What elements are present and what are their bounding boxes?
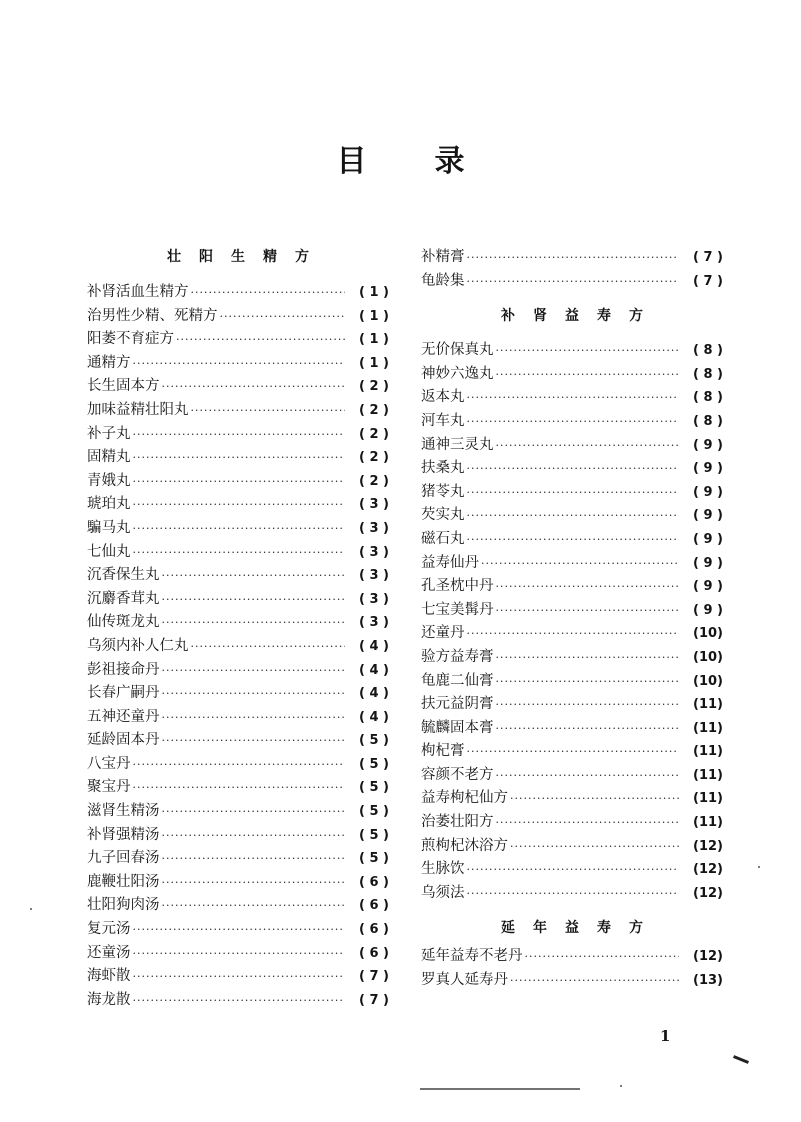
toc-entry[interactable] (87, 635, 389, 659)
toc-entry-page: ( 9 ) (693, 461, 723, 477)
toc-entry[interactable] (421, 835, 723, 859)
toc-entry-page: (11) (693, 791, 723, 807)
toc-entry[interactable] (421, 599, 723, 623)
dot-leader (496, 693, 680, 717)
toc-entry[interactable] (421, 646, 723, 670)
toc-entry[interactable] (87, 918, 389, 942)
toc-left-column (87, 246, 389, 1012)
toc-entry[interactable] (421, 764, 723, 788)
toc-entry-title: 彭祖接命丹 (87, 661, 160, 678)
toc-entry[interactable] (87, 776, 389, 800)
toc-entry-title: 罗真人延寿丹 (421, 972, 508, 989)
toc-entry-page: ( 2 ) (359, 426, 389, 442)
toc-entry[interactable] (421, 693, 723, 717)
dot-leader (176, 328, 345, 352)
dot-leader (220, 305, 346, 329)
toc-entry-page: ( 9 ) (693, 508, 723, 524)
toc-entry-title: 验方益寿膏 (421, 648, 494, 665)
toc-entry-page: ( 9 ) (693, 555, 723, 571)
dot-leader (510, 787, 679, 811)
toc-entry-title: 益寿枸杞仙方 (421, 790, 508, 807)
toc-entry-title: 延年益寿不老丹 (421, 948, 523, 965)
toc-entry-title: 长春广嗣丹 (87, 685, 160, 702)
toc-entry-title: 通精方 (87, 354, 131, 371)
toc-entry[interactable] (87, 375, 389, 399)
toc-entry-title: 仙传斑龙丸 (87, 614, 160, 631)
dot-leader (467, 622, 680, 646)
dot-leader (467, 882, 680, 906)
dot-leader (467, 528, 680, 552)
toc-entry[interactable] (421, 386, 723, 410)
toc-entry-page: ( 8 ) (693, 366, 723, 382)
toc-entry[interactable] (421, 787, 723, 811)
toc-entry[interactable] (87, 493, 389, 517)
toc-entry-title: 磁石丸 (421, 530, 465, 547)
toc-entry-title: 乌须内补人仁丸 (87, 637, 189, 654)
toc-entry-page: ( 3 ) (359, 497, 389, 513)
toc-entry-page: ( 4 ) (359, 709, 389, 725)
toc-entry[interactable] (421, 410, 723, 434)
toc-entry[interactable] (87, 800, 389, 824)
dot-leader (496, 646, 680, 670)
title-char-2: 录 (434, 144, 465, 179)
toc-entry-title: 五神还童丹 (87, 708, 160, 725)
toc-entry-page: ( 1 ) (359, 285, 389, 300)
toc-entry-page: (10) (693, 626, 723, 642)
toc-entry-page: (12) (693, 949, 723, 965)
title-char-1: 目 (336, 144, 367, 179)
toc-entry-page: (12) (693, 862, 723, 878)
toc-entry-title: 复元汤 (87, 921, 131, 938)
toc-entry-title: 沉麝香茸丸 (87, 590, 160, 607)
toc-entry[interactable] (421, 882, 723, 906)
toc-entry[interactable] (87, 541, 389, 565)
toc-entry-page: ( 9 ) (693, 484, 723, 500)
dot-leader (162, 375, 346, 399)
toc-entry[interactable] (87, 753, 389, 777)
toc-entry-page: ( 8 ) (693, 413, 723, 429)
toc-entry[interactable] (87, 871, 389, 895)
toc-entry-page: (12) (693, 885, 723, 901)
toc-entry-page: ( 4 ) (359, 662, 389, 678)
toc-entry-page: ( 3 ) (359, 615, 389, 631)
dot-leader (133, 918, 346, 942)
toc-entry-title: 补精膏 (421, 249, 465, 265)
toc-entry-title: 枸杞膏 (421, 743, 465, 760)
toc-entry[interactable] (421, 528, 723, 552)
dot-leader (133, 423, 346, 447)
dot-leader (133, 352, 346, 376)
dot-leader (162, 847, 346, 871)
toc-entry-title: 滋肾生精汤 (87, 803, 160, 820)
toc-entry-page: (11) (693, 815, 723, 831)
toc-entry[interactable] (87, 470, 389, 494)
toc-entry-page: ( 6 ) (359, 945, 389, 961)
toc-entry-page: ( 6 ) (359, 922, 389, 938)
toc-entry-title: 孔圣枕中丹 (421, 578, 494, 595)
toc-entry-page: ( 9 ) (693, 602, 723, 618)
section-heading-zhuangyang: 壮阳生精方 (167, 249, 327, 265)
toc-entry-title: 补子丸 (87, 425, 131, 442)
toc-entry[interactable] (87, 824, 389, 848)
dot-leader (496, 434, 680, 458)
dot-leader (162, 588, 346, 612)
toc-entry-title: 龟鹿二仙膏 (421, 672, 494, 689)
toc-entry-page: ( 7 ) (693, 273, 723, 289)
toc-entry[interactable] (421, 670, 723, 694)
toc-entry[interactable] (87, 352, 389, 376)
toc-entry-title: 无价保真丸 (421, 342, 494, 359)
toc-entry[interactable] (87, 328, 389, 352)
toc-entry-title: 青娥丸 (87, 472, 131, 489)
dot-leader (162, 824, 346, 848)
toc-entry[interactable] (87, 989, 389, 1013)
dot-leader (133, 446, 346, 470)
toc-entry-title: 海龙散 (87, 991, 131, 1008)
dot-leader (162, 800, 346, 824)
dot-leader (191, 399, 346, 423)
toc-entry-page: ( 5 ) (359, 827, 389, 843)
toc-entry-title: 通神三灵丸 (421, 436, 494, 453)
dot-leader (162, 894, 346, 918)
toc-entry[interactable] (421, 969, 723, 993)
dot-leader (133, 965, 346, 989)
toc-entry[interactable] (87, 446, 389, 470)
toc-entry[interactable] (87, 281, 389, 305)
dot-leader (467, 481, 680, 505)
toc-entry[interactable] (87, 305, 389, 329)
toc-entry-page: ( 9 ) (693, 579, 723, 595)
toc-entry-title: 补肾强精汤 (87, 826, 160, 843)
toc-entry[interactable] (421, 811, 723, 835)
toc-entry-title: 还童丹 (421, 625, 465, 642)
toc-entry-page: (10) (693, 649, 723, 665)
toc-entry-page: (13) (693, 973, 723, 989)
toc-entry-page: ( 1 ) (359, 308, 389, 324)
dot-leader (496, 811, 680, 835)
dot-leader (467, 386, 680, 410)
toc-entry-title: 芡实丸 (421, 507, 465, 524)
toc-entry-page: ( 3 ) (359, 591, 389, 607)
toc-entry-title: 延龄固本丹 (87, 732, 160, 749)
toc-entry-page: ( 1 ) (359, 355, 389, 371)
toc-entry-page: (10) (693, 673, 723, 689)
scan-artifact-mark (733, 1055, 749, 1064)
dot-leader (467, 858, 680, 882)
dot-leader (467, 270, 680, 294)
dot-leader (162, 871, 346, 895)
toc-entry-title: 长生固本方 (87, 378, 160, 395)
toc-entry[interactable] (421, 717, 723, 741)
toc-entry-title: 琥珀丸 (87, 496, 131, 513)
toc-entry-title: 容颜不老方 (421, 766, 494, 783)
toc-entry-title: 还童汤 (87, 944, 131, 961)
toc-entry-page: ( 5 ) (359, 804, 389, 820)
dot-leader (496, 670, 680, 694)
section-heading-bushen: 补肾益寿方 (501, 308, 661, 325)
toc-entry-page: ( 5 ) (359, 780, 389, 796)
toc-entry-page: ( 7 ) (359, 969, 389, 985)
toc-entry-title: 固精丸 (87, 449, 131, 466)
toc-entry[interactable] (421, 945, 723, 969)
toc-entry[interactable] (421, 575, 723, 599)
dot-leader (162, 564, 346, 588)
dot-leader (162, 682, 346, 706)
toc-entry[interactable] (421, 552, 723, 576)
toc-entry[interactable] (421, 481, 723, 505)
toc-entry-title: 七仙丸 (87, 543, 131, 560)
toc-entry-title: 八宝丹 (87, 755, 131, 772)
toc-entry-title: 治萎壮阳方 (421, 814, 494, 831)
toc-entry[interactable] (421, 246, 723, 270)
toc-entry-title: 益寿仙丹 (421, 554, 479, 571)
toc-entry-title: 海虾散 (87, 968, 131, 985)
dot-leader (467, 410, 680, 434)
toc-entry[interactable] (421, 740, 723, 764)
toc-entry-title: 补肾活血生精方 (87, 284, 189, 300)
dot-leader (496, 339, 680, 363)
page-title (0, 136, 801, 180)
toc-entry-page: ( 9 ) (693, 437, 723, 453)
toc-entry[interactable] (421, 270, 723, 294)
toc-entry[interactable] (87, 942, 389, 966)
toc-entry-page: ( 2 ) (359, 450, 389, 466)
toc-entry-page: ( 5 ) (359, 756, 389, 772)
dot-leader (481, 552, 679, 576)
dot-leader (191, 635, 346, 659)
toc-entry[interactable] (87, 659, 389, 683)
toc-entry-title: 扶桑丸 (421, 460, 465, 477)
toc-entry-title: 壮阳狗肉汤 (87, 897, 160, 914)
dot-leader (525, 945, 680, 969)
toc-entry-title: 騙马丸 (87, 519, 131, 536)
toc-entry-page: ( 3 ) (359, 544, 389, 560)
toc-entry[interactable] (87, 399, 389, 423)
toc-entry-title: 煎枸杞沐浴方 (421, 837, 508, 854)
dot-leader (496, 599, 680, 623)
dot-leader (162, 706, 346, 730)
toc-entry-page: ( 2 ) (359, 379, 389, 395)
toc-entry-page: ( 1 ) (359, 332, 389, 348)
toc-entry[interactable] (87, 517, 389, 541)
scan-speck (30, 908, 32, 910)
toc-entry[interactable] (87, 564, 389, 588)
toc-entry-title: 鹿鞭壮阳汤 (87, 873, 160, 890)
toc-entry-page: (12) (693, 838, 723, 854)
toc-entry-page: ( 5 ) (359, 851, 389, 867)
toc-entry[interactable] (87, 588, 389, 612)
toc-entry-title: 乌须法 (421, 884, 465, 901)
dot-leader (133, 942, 346, 966)
toc-list-yannian (421, 945, 723, 992)
toc-entry[interactable] (421, 339, 723, 363)
toc-entry-page: (11) (693, 720, 723, 736)
toc-list-continued (421, 246, 723, 293)
toc-entry[interactable] (87, 423, 389, 447)
toc-entry[interactable] (87, 847, 389, 871)
toc-list-bushen (421, 339, 723, 905)
dot-leader (496, 363, 680, 387)
section-heading-yannian: 延年益寿方 (501, 920, 661, 937)
toc-entry-page: ( 9 ) (693, 531, 723, 547)
dot-leader (496, 764, 680, 788)
scan-speck (620, 1085, 622, 1087)
toc-entry-title: 猪苓丸 (421, 483, 465, 500)
dot-leader (133, 517, 346, 541)
toc-entry[interactable] (421, 457, 723, 481)
toc-entry-title: 生脉饮 (421, 861, 465, 878)
toc-entry-title: 河车丸 (421, 412, 465, 429)
toc-entry-page: ( 6 ) (359, 898, 389, 914)
toc-entry[interactable] (87, 894, 389, 918)
toc-entry[interactable] (421, 363, 723, 387)
page-number: 1 (660, 1027, 671, 1045)
dot-leader (133, 493, 346, 517)
dot-leader (467, 740, 680, 764)
toc-entry-page: ( 2 ) (359, 473, 389, 489)
toc-entry-title: 阳萎不育症方 (87, 331, 174, 348)
toc-entry-page: ( 2 ) (359, 402, 389, 418)
toc-entry[interactable] (87, 729, 389, 753)
toc-entry[interactable] (421, 622, 723, 646)
toc-entry-title: 扶元益阴膏 (421, 696, 494, 713)
toc-entry-title: 聚宝丹 (87, 779, 131, 796)
dot-leader (510, 835, 679, 859)
toc-entry-page: ( 3 ) (359, 520, 389, 536)
toc-entry-page: ( 4 ) (359, 686, 389, 702)
toc-entry[interactable] (87, 682, 389, 706)
toc-entry-title: 加味益精壮阳丸 (87, 401, 189, 418)
toc-entry-title: 返本丸 (421, 389, 465, 406)
dot-leader (496, 575, 680, 599)
toc-entry-page: ( 4 ) (359, 638, 389, 654)
dot-leader (162, 611, 346, 635)
dot-leader (467, 457, 680, 481)
toc-entry[interactable] (87, 965, 389, 989)
toc-entry-page: (11) (693, 697, 723, 713)
dot-leader (133, 541, 346, 565)
dot-leader (467, 246, 680, 270)
scan-artifact-line (420, 1088, 580, 1090)
dot-leader (133, 470, 346, 494)
dot-leader (496, 717, 680, 741)
toc-entry-page: ( 8 ) (693, 390, 723, 406)
toc-entry-title: 毓麟固本膏 (421, 719, 494, 736)
toc-right-column (421, 246, 723, 993)
toc-entry-page: ( 5 ) (359, 733, 389, 749)
toc-entry-page: (11) (693, 767, 723, 783)
toc-entry-page: ( 3 ) (359, 568, 389, 584)
dot-leader (162, 729, 346, 753)
dot-leader (133, 989, 346, 1013)
toc-entry[interactable] (421, 858, 723, 882)
toc-entry-title: 沉香保生丸 (87, 567, 160, 584)
toc-entry-title: 治男性少精、死精方 (87, 307, 218, 324)
dot-leader (162, 659, 346, 683)
toc-entry-page: ( 8 ) (693, 343, 723, 359)
toc-entry[interactable] (87, 706, 389, 730)
toc-entry-page: ( 7 ) (693, 250, 723, 265)
toc-entry-page: ( 7 ) (359, 992, 389, 1008)
toc-entry-title: 九子回春汤 (87, 850, 160, 867)
toc-entry[interactable] (87, 611, 389, 635)
toc-entry-page: (11) (693, 744, 723, 760)
toc-list-zhuangyang (87, 281, 389, 1012)
scan-speck (758, 866, 760, 868)
toc-entry[interactable] (421, 504, 723, 528)
dot-leader (191, 281, 346, 305)
dot-leader (467, 504, 680, 528)
toc-entry-title: 七宝美髯丹 (421, 601, 494, 618)
dot-leader (510, 969, 679, 993)
dot-leader (133, 753, 346, 777)
dot-leader (133, 776, 346, 800)
toc-entry[interactable] (421, 434, 723, 458)
toc-entry-title: 神妙六逸丸 (421, 365, 494, 382)
toc-entry-title: 龟龄集 (421, 272, 465, 289)
toc-entry-page: ( 6 ) (359, 874, 389, 890)
